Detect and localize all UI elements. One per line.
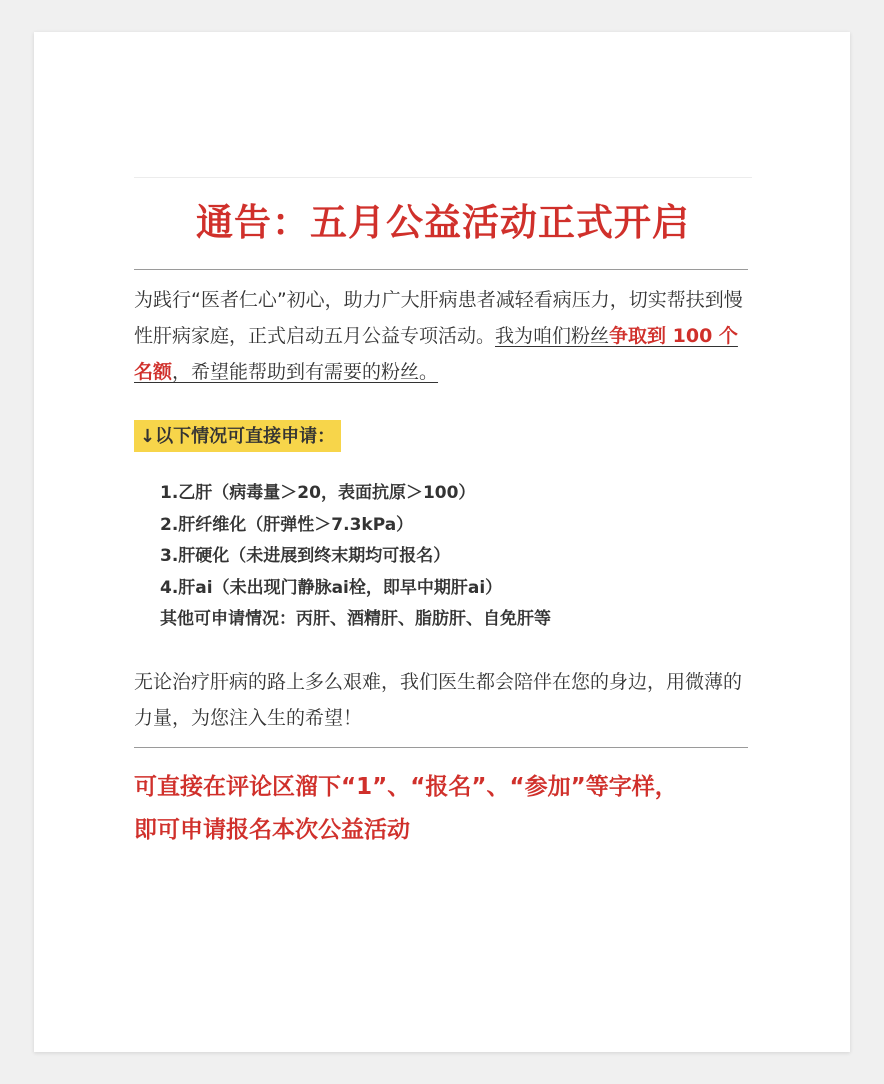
condition-item-liver-ai: 4.肝ai（未出现门静脉ai栓，即早中期肝ai） (160, 577, 503, 598)
page-title: 通告：五月公益活动正式开启 (196, 200, 690, 244)
closing-divider (134, 747, 748, 748)
condition-item-fibrosis: 2.肝纤维化（肝弹性＞7.3kPa） (160, 514, 414, 535)
apply-conditions-label: ↓以下情况可直接申请： (134, 420, 341, 452)
cta-line-2: 即可申请报名本次公益活动 (134, 817, 410, 843)
closing-paragraph: 无论治疗肝病的路上多么艰难，我们医生都会陪伴在您的身边，用微薄的力量，为您注入生的希望！ (134, 671, 743, 729)
title-divider (134, 269, 748, 270)
top-divider (134, 177, 752, 178)
document-page (34, 32, 850, 1052)
intro-paragraph (134, 282, 744, 390)
condition-item-hepatitis-b: 1.乙肝（病毒量＞20，表面抗原＞100） (160, 483, 476, 503)
conditions-list (160, 478, 551, 636)
call-to-action (134, 766, 754, 852)
condition-item-other: 其他可申请情况：丙肝、酒精肝、脂肪肝、自免肝等 (160, 609, 551, 629)
quota-highlight: 争取到 100 个名额 (134, 325, 738, 383)
cta-line-1: 可直接在评论区溜下“1”、“报名”、“参加”等字样， (134, 774, 678, 800)
intro-hope-text: ，希望能帮助到有需要的粉丝。 (172, 361, 439, 383)
intro-fans-text: 我为咱们粉丝 (495, 325, 610, 347)
intro-text: 为践行“医者仁心”初心，助力广大肝病患者减轻看病压力，切实帮扶到慢性肝病家庭，正式启动五月公益专项活动。 (134, 289, 743, 347)
condition-item-cirrhosis: 3.肝硬化（未进展到终末期均可报名） (160, 546, 451, 566)
